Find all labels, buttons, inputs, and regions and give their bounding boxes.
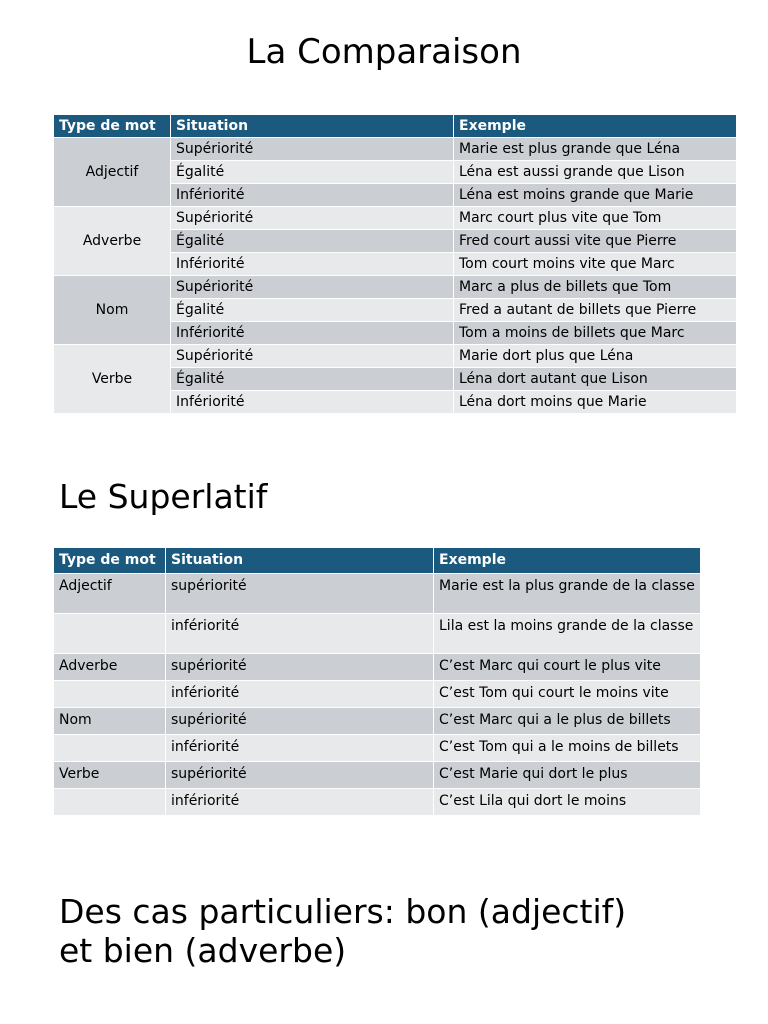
column-header-situation: Situation bbox=[166, 548, 434, 574]
situation-cell: supériorité bbox=[166, 574, 434, 614]
situation-cell: infériorité bbox=[166, 735, 434, 762]
type-cell: Adverbe bbox=[54, 207, 171, 276]
comparaison-table bbox=[54, 115, 736, 414]
column-header-exemple: Exemple bbox=[454, 115, 736, 138]
exemple-cell: Marie est la plus grande de la classe bbox=[434, 574, 700, 614]
situation-cell: Égalité bbox=[171, 230, 454, 253]
exemple-cell: Léna est aussi grande que Lison bbox=[454, 161, 736, 184]
exemple-cell: C’est Lila qui dort le moins bbox=[434, 789, 700, 816]
column-header-type: Type de mot bbox=[54, 115, 171, 138]
table-row bbox=[54, 614, 700, 654]
situation-cell: Supériorité bbox=[171, 138, 454, 161]
exemple-cell: Tom court moins vite que Marc bbox=[454, 253, 736, 276]
cas-particuliers-title bbox=[59, 892, 626, 970]
table-row bbox=[54, 762, 700, 789]
situation-cell: infériorité bbox=[166, 614, 434, 654]
table-row bbox=[54, 574, 700, 614]
situation-cell: Infériorité bbox=[171, 391, 454, 414]
table-row bbox=[54, 207, 736, 230]
column-header-exemple: Exemple bbox=[434, 548, 700, 574]
type-cell: Nom bbox=[54, 708, 166, 735]
situation-cell: Infériorité bbox=[171, 184, 454, 207]
exemple-cell: Marc a plus de billets que Tom bbox=[454, 276, 736, 299]
table-header-row bbox=[54, 115, 736, 138]
superlatif-title: Le Superlatif bbox=[59, 477, 268, 516]
table-row bbox=[54, 138, 736, 161]
situation-cell: Supériorité bbox=[171, 345, 454, 368]
type-cell bbox=[54, 789, 166, 816]
type-cell: Adjectif bbox=[54, 574, 166, 614]
exemple-cell: Lila est la moins grande de la classe bbox=[434, 614, 700, 654]
column-header-situation: Situation bbox=[171, 115, 454, 138]
exemple-cell: Marie est plus grande que Léna bbox=[454, 138, 736, 161]
exemple-cell: C’est Tom qui court le moins vite bbox=[434, 681, 700, 708]
superlatif-table bbox=[54, 548, 700, 816]
cas-particuliers-line-1: Des cas particuliers: bon (adjectif) bbox=[59, 892, 627, 931]
column-header-type: Type de mot bbox=[54, 548, 166, 574]
type-cell bbox=[54, 735, 166, 762]
situation-cell: Égalité bbox=[171, 161, 454, 184]
exemple-cell: C’est Marie qui dort le plus bbox=[434, 762, 700, 789]
situation-cell: Supériorité bbox=[171, 276, 454, 299]
table-row bbox=[54, 789, 700, 816]
situation-cell: Égalité bbox=[171, 368, 454, 391]
exemple-cell: Léna est moins grande que Marie bbox=[454, 184, 736, 207]
type-cell bbox=[54, 614, 166, 654]
type-cell bbox=[54, 681, 166, 708]
situation-cell: Supériorité bbox=[171, 207, 454, 230]
exemple-cell: Léna dort moins que Marie bbox=[454, 391, 736, 414]
table-row bbox=[54, 735, 700, 762]
type-cell: Verbe bbox=[54, 345, 171, 414]
exemple-cell: Marc court plus vite que Tom bbox=[454, 207, 736, 230]
situation-cell: Infériorité bbox=[171, 322, 454, 345]
situation-cell: supériorité bbox=[166, 708, 434, 735]
type-cell: Adjectif bbox=[54, 138, 171, 207]
situation-cell: Égalité bbox=[171, 299, 454, 322]
type-cell: Adverbe bbox=[54, 654, 166, 681]
table-row bbox=[54, 276, 736, 299]
table-header-row bbox=[54, 548, 700, 574]
table-row bbox=[54, 654, 700, 681]
exemple-cell: Marie dort plus que Léna bbox=[454, 345, 736, 368]
type-cell: Nom bbox=[54, 276, 171, 345]
cas-particuliers-line-2: et bien (adverbe) bbox=[59, 931, 347, 970]
exemple-cell: Fred a autant de billets que Pierre bbox=[454, 299, 736, 322]
comparaison-title: La Comparaison bbox=[246, 32, 522, 72]
exemple-cell: C’est Marc qui court le plus vite bbox=[434, 654, 700, 681]
exemple-cell: Fred court aussi vite que Pierre bbox=[454, 230, 736, 253]
exemple-cell: Tom a moins de billets que Marc bbox=[454, 322, 736, 345]
situation-cell: Infériorité bbox=[171, 253, 454, 276]
table-row bbox=[54, 708, 700, 735]
situation-cell: infériorité bbox=[166, 681, 434, 708]
exemple-cell: C’est Tom qui a le moins de billets bbox=[434, 735, 700, 762]
exemple-cell: C’est Marc qui a le plus de billets bbox=[434, 708, 700, 735]
situation-cell: supériorité bbox=[166, 654, 434, 681]
table-row bbox=[54, 681, 700, 708]
situation-cell: supériorité bbox=[166, 762, 434, 789]
type-cell: Verbe bbox=[54, 762, 166, 789]
exemple-cell: Léna dort autant que Lison bbox=[454, 368, 736, 391]
situation-cell: infériorité bbox=[166, 789, 434, 816]
table-row bbox=[54, 345, 736, 368]
